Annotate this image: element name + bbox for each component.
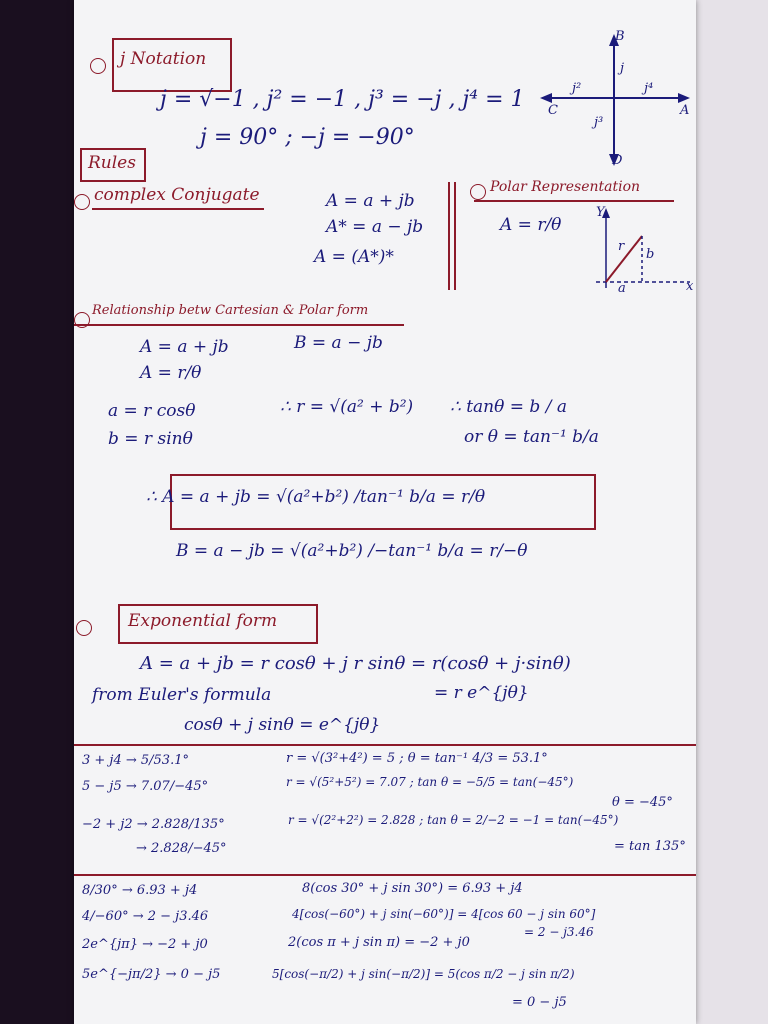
polar-label-a: a [618,281,626,296]
axis-label-j4: j⁴ [644,81,654,96]
relationship-line-3: a = r cosθ [108,401,196,421]
exponential-line-2b: = r e^{jθ} [434,683,529,703]
relationship-underline [74,324,404,326]
rules-title: Rules [88,153,136,173]
examples1-rule [74,744,696,746]
example1-rhs-1: r = √(3²+4²) = 5 ; θ = tan⁻¹ 4/3 = 53.1° [286,751,548,766]
notebook-page [74,0,696,1024]
example2-rhs-3: = 2 − j3.46 [524,925,594,939]
exponential-line-1: A = a + jb = r cosθ + j r sinθ = r(cosθ + j·sinθ) [140,653,571,674]
relationship-boxed: ∴ A = a + jb = √(a²+b²) /tan⁻¹ b/a = r/θ [146,487,486,507]
conjugate-line-2: A* = a − jb [326,217,424,237]
axis-label-c: C [548,103,558,118]
relationship-line-3b: ∴ r = √(a² + b²) [280,397,414,417]
axis-label-d: D [612,153,623,168]
relationship-line-4b: or θ = tan⁻¹ b/a [464,427,599,447]
relationship-line-1: A = a + jb [140,337,229,357]
conjugate-title: complex Conjugate [94,185,260,205]
conjugate-line-3: A = (A*)* [314,247,394,267]
example1-lhs-2: 5 − j5 → 7.07/−45° [82,779,209,794]
relationship-line-3c: ∴ tanθ = b / a [450,397,567,417]
polar-eq: A = r/θ [500,215,562,235]
example1-rhs-4: r = √(2²+2²) = 2.828 ; tan θ = 2/−2 = −1 = tan(−45°) [288,813,619,827]
example2-lhs-2: 4/−60° → 2 − j3.46 [82,909,209,924]
relationship-line-2: A = r/θ [140,363,202,383]
polar-diagram [594,205,694,298]
example1-rhs-3: θ = −45° [612,795,673,810]
bullet-circle-2 [74,194,90,210]
axis-label-a: A [680,103,690,118]
background-right [696,0,768,1024]
polar-label-y: Y [596,205,605,220]
example2-lhs-4: 2e^{jπ} → −2 + j0 [82,937,208,952]
polar-title: Polar Representation [490,179,641,195]
exponential-title: Exponential form [128,611,278,631]
polar-label-r: r [618,239,625,254]
notation-title: j Notation [120,49,207,69]
example2-lhs-1: 8/30° → 6.93 + j4 [82,883,198,898]
example1-rhs-5: = tan 135° [614,839,686,854]
example1-lhs-5: → 2.828/−45° [136,841,227,856]
axis-label-j3: j³ [594,115,604,130]
polar-label-x: x [686,279,694,294]
example2-rhs-5: 5[cos(−π/2) + j sin(−π/2)] = 5(cos π/2 − j sin π/2) [272,967,575,981]
example2-rhs-1: 8(cos 30° + j sin 30°) = 6.93 + j4 [302,881,523,896]
background-left [0,0,74,1024]
example2-rhs-6: = 0 − j5 [512,995,567,1010]
example2-rhs-4: 2(cos π + j sin π) = −2 + j0 [288,935,470,950]
exponential-line-2a: from Euler's formula [92,685,272,705]
bullet-circle-3 [470,184,486,200]
notation-angles: j = 90° ; −j = −90° [200,125,415,150]
notation-powers: j = √−1 , j² = −1 , j³ = −j , j⁴ = 1 [160,87,525,112]
axis-label-j2: j² [572,81,582,96]
bullet-circle-5 [76,620,92,636]
example1-rhs-2: r = √(5²+5²) = 7.07 ; tan θ = −5/5 = tan(−45°) [286,775,574,789]
bullet-circle-1 [90,58,106,74]
exponential-line-3: cosθ + j sinθ = e^{jθ} [184,715,381,735]
axis-label-j: j [620,61,625,76]
divider-right [454,182,456,290]
divider-left [448,182,450,290]
polar-underline [474,200,674,202]
j-axis-diagram [544,30,694,170]
example1-lhs-1: 3 + j4 → 5/53.1° [82,753,189,768]
relationship-line-5: B = a − jb = √(a²+b²) /−tan⁻¹ b/a = r/−θ [176,541,528,561]
conjugate-line-1: A = a + jb [326,191,415,211]
conjugate-underline [92,208,264,210]
axis-label-b: B [615,29,625,44]
relationship-title: Relationship betw Cartesian & Polar form [92,303,369,318]
relationship-line-4: b = r sinθ [108,429,193,449]
example2-lhs-5: 5e^{−jπ/2} → 0 − j5 [82,967,221,982]
examples2-rule [74,874,696,876]
example2-rhs-2: 4[cos(−60°) + j sin(−60°)] = 4[cos 60 − j sin 60°] [292,907,596,921]
example1-lhs-4: −2 + j2 → 2.828/135° [82,817,225,832]
polar-label-b: b [646,247,655,262]
relationship-line-1b: B = a − jb [294,333,383,353]
